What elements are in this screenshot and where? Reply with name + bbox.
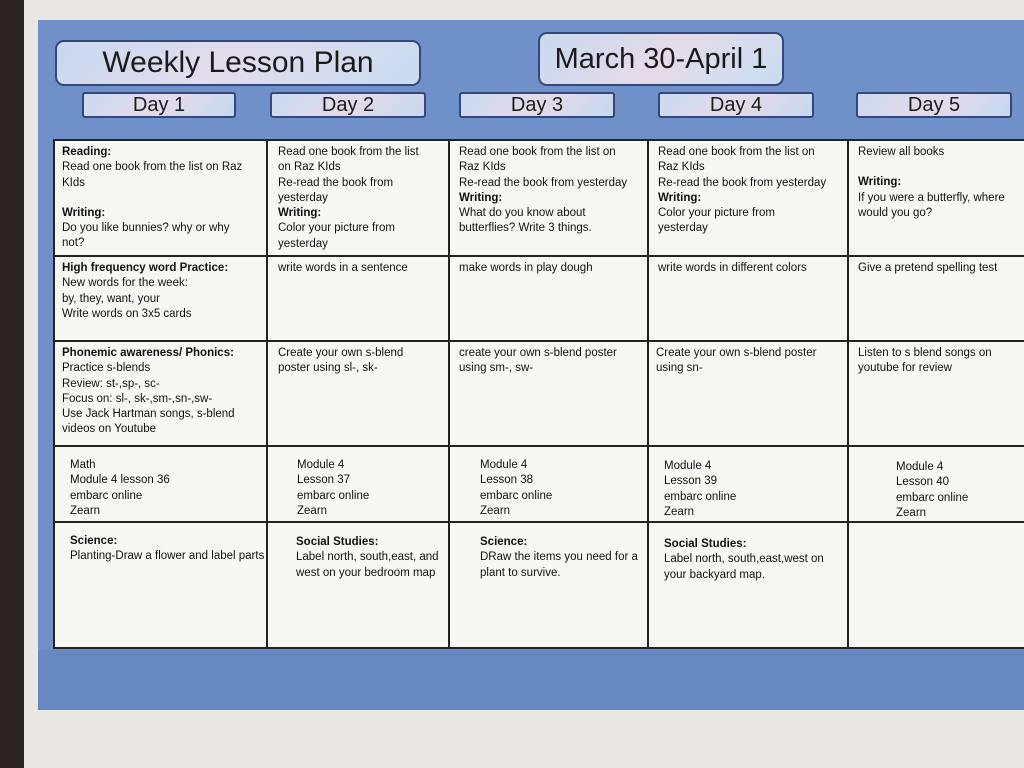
hf-text: New words for the week: by, they, want, your Write words on 3x5 cards: [62, 277, 192, 320]
column-divider: [847, 139, 849, 649]
reading-label: Reading:: [62, 146, 112, 158]
hf-text: write words in a sentence: [278, 262, 408, 274]
phonics-label: Phonemic awareness/ Phonics:: [62, 347, 234, 359]
science-text: DRaw the items you need for a plant to survive.: [480, 551, 638, 579]
math-day-1: [70, 458, 264, 519]
reading-day-5: [858, 145, 1022, 221]
hf-words-day-4: [658, 261, 845, 276]
math-text: Module 4 Lesson 37 embarc online Zearn: [297, 459, 370, 517]
social-studies-label: Social Studies:: [296, 536, 379, 548]
hf-text: Give a pretend spelling test: [858, 262, 998, 274]
phonics-day-3: [459, 346, 645, 377]
phonics-text: Create your own s-blend poster using sl-, sk-: [278, 347, 404, 375]
writing-text: If you were a butterfly, where would you go?: [858, 191, 1005, 219]
column-divider: [448, 139, 450, 649]
social-studies-label: Social Studies:: [664, 538, 747, 550]
bottom-band: [38, 650, 1024, 710]
phonics-day-5: [858, 346, 1022, 377]
phonics-text: Practice s-blends Review: st-,sp-, sc- Focus on: sl-, sk-,sm-,sn-,sw- Use Jack Hartman songs, s-blend videos on Youtube: [62, 362, 235, 436]
reading-text: Read one book from the list on Raz KIds Re-read the book from yesterday: [459, 146, 628, 189]
writing-text: Color your picture from yesterday: [278, 222, 395, 250]
math-text: Module 4 Lesson 40 embarc online Zearn: [896, 461, 969, 519]
writing-text: Do you like bunnies? why or why not?: [62, 222, 230, 250]
science-day-1: [70, 534, 266, 565]
math-text: Math Module 4 lesson 36 embarc online Zearn: [70, 459, 170, 517]
science-label: Science:: [480, 536, 528, 548]
reading-day-3: [459, 145, 645, 237]
science-day-3: [480, 535, 646, 581]
phonics-text: create your own s-blend poster using sm-, sw-: [459, 347, 617, 375]
column-divider: [266, 139, 268, 649]
reading-day-2: [278, 145, 446, 252]
phonics-text: Listen to s blend songs on youtube for review: [858, 347, 992, 375]
phonics-day-4: [656, 346, 845, 377]
day-4-header: Day 4: [658, 92, 814, 118]
phonics-day-1: [62, 346, 264, 438]
reading-text: Read one book from the list on Raz KIds Re-read the book from yesterday: [658, 146, 827, 189]
reading-text: Read one book from the list on Raz KIds: [62, 161, 243, 189]
row-divider: [53, 521, 1024, 523]
page-title: Weekly Lesson Plan: [55, 40, 421, 86]
phonics-text: Create your own s-blend poster using sn-: [656, 347, 817, 375]
writing-label: Writing:: [858, 176, 902, 189]
hf-words-day-1: [62, 261, 264, 322]
hf-text: make words in play dough: [459, 262, 593, 274]
phonics-day-2: [278, 346, 446, 377]
math-day-3: [480, 458, 645, 519]
science-text: Planting-Draw a flower and label parts: [70, 550, 265, 563]
math-text: Module 4 Lesson 39 embarc online Zearn: [664, 460, 737, 518]
reading-day-1: [62, 145, 264, 252]
math-text: Module 4 Lesson 38 embarc online Zearn: [480, 459, 553, 517]
social-studies-text: Label north, south,east,west on your backyard map.: [664, 553, 824, 581]
social-studies-text: Label north, south,east, and west on your bedroom map: [296, 551, 439, 579]
writing-label: Writing:: [658, 191, 702, 204]
science-label: Science:: [70, 535, 118, 547]
writing-label: Writing:: [62, 206, 106, 219]
hf-label: High frequency word Practice:: [62, 262, 229, 274]
math-day-4: [664, 459, 845, 520]
day-3-header: Day 3: [459, 92, 615, 118]
writing-text: What do you know about butterflies? Write 3 things.: [459, 207, 592, 235]
date-range: March 30-April 1: [538, 32, 784, 86]
hf-words-day-5: [858, 261, 1022, 276]
writing-label: Writing:: [278, 207, 322, 220]
writing-label: Writing:: [459, 191, 503, 204]
day-5-header: Day 5: [856, 92, 1012, 118]
math-day-2: [297, 458, 446, 519]
row-divider: [53, 255, 1024, 257]
hf-words-day-3: [459, 261, 645, 276]
reading-day-4: [658, 145, 845, 237]
day-1-header: Day 1: [82, 92, 236, 118]
reading-text: Review all books: [858, 146, 945, 158]
column-divider: [647, 139, 649, 649]
hf-text: write words in different colors: [658, 262, 807, 274]
social-studies-day-2: [296, 535, 446, 581]
math-day-5: [896, 460, 1022, 521]
social-studies-day-4: [664, 537, 845, 583]
row-divider: [53, 445, 1024, 447]
reading-text: Read one book from the list on Raz KIds Re-read the book from yesterday: [278, 146, 419, 204]
writing-text: Color your picture from yesterday: [658, 207, 775, 235]
day-2-header: Day 2: [270, 92, 426, 118]
hf-words-day-2: [278, 261, 446, 276]
row-divider: [53, 340, 1024, 342]
